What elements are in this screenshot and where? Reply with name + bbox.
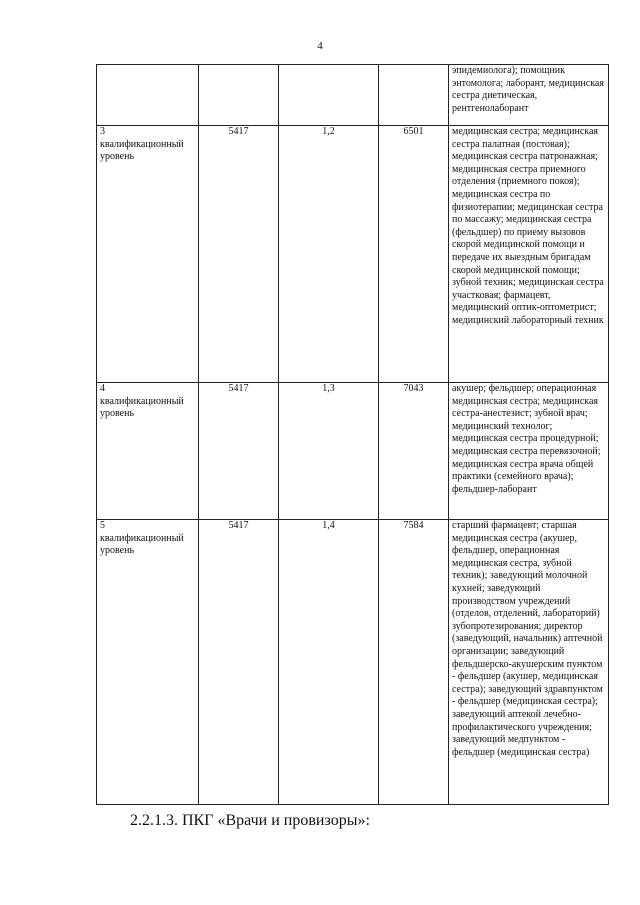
total-cell: 7043 bbox=[379, 383, 449, 520]
table-row bbox=[97, 126, 609, 383]
table-row bbox=[97, 520, 609, 805]
qualification-table bbox=[96, 64, 609, 805]
level-cell bbox=[97, 126, 199, 383]
level-number: 4 bbox=[100, 383, 105, 394]
salary-cell bbox=[199, 65, 279, 126]
coefficient-cell: 1,2 bbox=[279, 126, 379, 383]
level-number: 5 bbox=[100, 520, 105, 531]
page-number: 4 bbox=[317, 40, 323, 52]
salary-cell: 5417 bbox=[199, 126, 279, 383]
total-cell: 6501 bbox=[379, 126, 449, 383]
coefficient-cell: 1,4 bbox=[279, 520, 379, 805]
coefficient-cell bbox=[279, 65, 379, 126]
positions-cell: эпидемиолога); помощник энтомолога; лаборант, медицинская сестра диетическая, рентгенолаборант bbox=[449, 65, 609, 126]
section-heading: 2.2.1.3. ПКГ «Врачи и провизоры»: bbox=[130, 812, 370, 829]
total-cell bbox=[379, 65, 449, 126]
level-cell bbox=[97, 383, 199, 520]
positions-cell: старший фармацевт; старшая медицинская сестра (акушер, фельдшер, операционная медицинская сестра, зубной техник); заведующий молочной кухней; заведующий производством учреждений (отделов, отделений, лабораторий) зубопротезирования; директор (заведующий, начальник) аптечной организации; заведующий фельдшерско-акушерским пунктом - фельдшер (акушер, медицинская сестра); заведующий здравпунктом - фельдшер (медицинская сестра); заведующий аптекой лечебно-профилактического учреждения; заведующий медпунктом - фельдшер (медицинская сестра) bbox=[449, 520, 609, 805]
level-cell bbox=[97, 65, 199, 126]
table-row bbox=[97, 65, 609, 126]
total-cell: 7584 bbox=[379, 520, 449, 805]
level-label: квалификационный уровень bbox=[100, 138, 184, 163]
level-number: 3 bbox=[100, 126, 105, 137]
salary-cell: 5417 bbox=[199, 520, 279, 805]
level-label: квалификационный уровень bbox=[100, 395, 184, 420]
table-row bbox=[97, 383, 609, 520]
positions-cell: акушер; фельдшер; операционная медицинская сестра; медицинская сестра-анестезист; зубной врач; медицинский технолог; медицинская сестра процедурной; медицинская сестра перевязочной; медицинская сестра врача общей практики (семейного врача); фельдшер-лаборант bbox=[449, 383, 609, 520]
positions-cell: медицинская сестра; медицинская сестра палатная (постовая); медицинская сестра патронажная; медицинская сестра приемного отделения (приемного покоя); медицинская сестра по физиотерапии; медицинская сестра по массажу; медицинская сестра (фельдшер) по приему вызовов скорой медицинской помощи и передаче их выездным бригадам скорой медицинской помощи; зубной техник; медицинская сестра участковая; фармацевт, медицинский оптик-оптометрист; медицинский лабораторный техник bbox=[449, 126, 609, 383]
salary-cell: 5417 bbox=[199, 383, 279, 520]
level-cell bbox=[97, 520, 199, 805]
coefficient-cell: 1,3 bbox=[279, 383, 379, 520]
level-label: квалификационный уровень bbox=[100, 532, 184, 557]
